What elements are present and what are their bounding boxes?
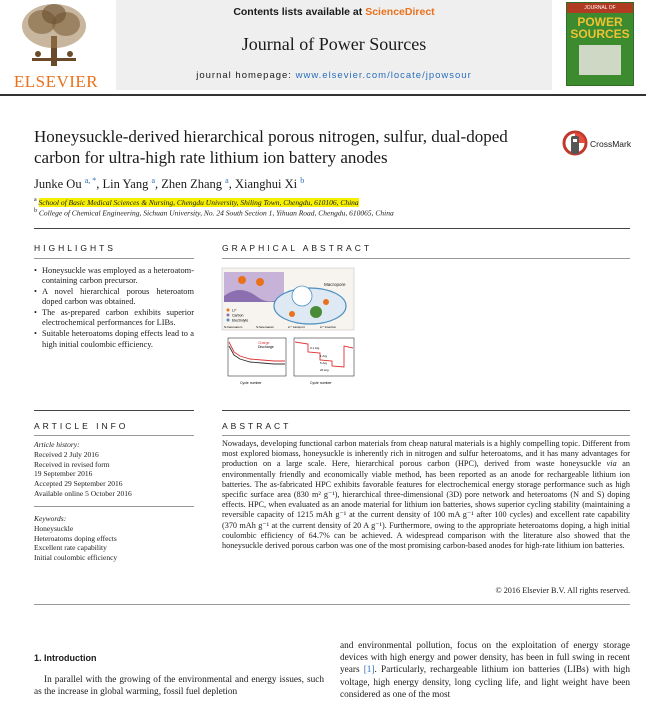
front-matter-bottom-rule bbox=[34, 604, 630, 605]
crossmark-icon bbox=[562, 130, 588, 160]
journal-homepage bbox=[116, 70, 552, 81]
publisher-name: ELSEVIER bbox=[13, 72, 99, 91]
graphical-abstract-figure[interactable] bbox=[220, 266, 358, 388]
article-info-top-rule bbox=[34, 410, 194, 411]
highlights-heading: HIGHLIGHTS bbox=[34, 243, 116, 253]
highlight-item: • The as-prepared carbon exhibits superior electrochemical performances for LIBs. bbox=[34, 308, 194, 329]
ga-doping-label: N-heteroatom bbox=[224, 325, 243, 329]
intro-text: and environmental pollution, focus on the exploitation of energy storage devices with high energy and power density, has been in full swing in recent years bbox=[340, 641, 630, 676]
cover-title-line2: SOURCES bbox=[570, 27, 630, 41]
crossmark-label: CrossMark bbox=[590, 139, 632, 149]
abstract-italic: via bbox=[606, 459, 617, 469]
highlights-rule bbox=[34, 258, 194, 259]
ga-x-axis-label: Cycle number bbox=[310, 381, 332, 385]
affiliation-text: College of Chemical Engineering, Sichuan University, No. 24 South Section 1, Yihuan Road, Chengdu, 610065, China bbox=[38, 208, 394, 218]
abstract-rule bbox=[222, 435, 630, 436]
author-name[interactable]: Zhen Zhang bbox=[161, 177, 223, 192]
copyright-notice: © 2016 Elsevier B.V. All rights reserved. bbox=[495, 586, 630, 595]
journal-cover[interactable] bbox=[566, 2, 634, 86]
highlights-list bbox=[34, 266, 194, 350]
highlight-item: • Honeysuckle was employed as a heteroatom-containing carbon precursor. bbox=[34, 266, 194, 287]
ga-doping-label: S-heteroatom bbox=[256, 325, 275, 329]
ga-legend-item: Electrolyte bbox=[232, 318, 249, 323]
ga-doping-label: Li⁺ insertion bbox=[320, 325, 337, 329]
affiliation-text: School of Basic Medical Sciences & Nursing, Chengdu University, Shiling Town, Chengdu, 610106, China bbox=[38, 197, 359, 207]
article-history-label: Article history: bbox=[34, 440, 80, 449]
cover-image bbox=[579, 45, 621, 75]
author-name[interactable]: Xianghui Xi bbox=[234, 177, 298, 192]
cover-banner: JOURNAL OF bbox=[567, 3, 633, 13]
highlight-item: • A novel hierarchical porous heteroatom doped carbon was obtained. bbox=[34, 287, 194, 308]
author-name[interactable]: Junke Ou bbox=[34, 177, 82, 192]
ga-rate-label: 5 A/g bbox=[320, 361, 327, 365]
keyword-item: Heteroatoms doping effects bbox=[34, 533, 117, 543]
affiliation-mark: b bbox=[34, 208, 37, 214]
intro-text: . Particularly, rechargeable lithium ion batteries (LIBs) with high voltage, high energy density, long cycling life, and light weight have been considered as one of the most bbox=[340, 665, 630, 700]
contents-prefix: Contents lists available at bbox=[233, 6, 363, 18]
article-title bbox=[34, 126, 554, 168]
ga-legend-item: Li⁺ bbox=[232, 308, 237, 313]
intro-column-left: In parallel with the growing of the environmental and energy issues, such as the increase in global warming, fossil fuel depletion bbox=[34, 675, 324, 698]
article-history bbox=[34, 440, 194, 499]
abstract-part: Nowadays, developing functional carbon materials from cheap natural materials is a highly compelling topic. Different from most explored biomass, honeysuckle is inherently rich in nitrogen and sulfur heteroatoms, and it has many advantages for production on a large scale. Here, hierarchical porous carbon (HPC), derived from waste honeysuckle bbox=[222, 439, 630, 469]
affiliation-mark: a bbox=[34, 197, 37, 203]
ga-x-axis-label: Cycle number bbox=[240, 381, 262, 385]
history-item: 19 September 2016 bbox=[34, 469, 93, 479]
introduction-heading: 1. Introduction bbox=[34, 653, 97, 663]
author-affil-mark[interactable]: a, * bbox=[84, 176, 97, 185]
history-item: Available online 5 October 2016 bbox=[34, 488, 132, 498]
ga-legend-item: Carbon bbox=[232, 313, 244, 318]
abstract-top-rule bbox=[222, 410, 630, 411]
homepage-prefix: journal homepage: bbox=[196, 70, 292, 81]
cover-title bbox=[567, 16, 633, 40]
journal-masthead bbox=[116, 0, 552, 90]
highlight-item: • Suitable heteroatoms doping effects lead to a high initial coulombic efficiency. bbox=[34, 329, 194, 350]
abstract-heading: ABSTRACT bbox=[222, 421, 292, 431]
author-affil-mark[interactable]: b bbox=[300, 176, 305, 185]
history-item: Received 2 July 2016 bbox=[34, 449, 99, 459]
ga-doping-label: Li⁺ transport bbox=[288, 325, 305, 329]
author-affil-mark[interactable]: a bbox=[225, 176, 229, 185]
author-affil-mark[interactable]: a bbox=[151, 176, 156, 185]
article-info-rule bbox=[34, 435, 194, 436]
ga-rate-label: 20 A/g bbox=[320, 368, 329, 372]
title-line-2: carbon for ultra-high rate lithium ion battery anodes bbox=[34, 148, 388, 167]
crossmark-button[interactable] bbox=[562, 130, 642, 160]
graphical-abstract-heading: GRAPHICAL ABSTRACT bbox=[222, 243, 373, 253]
keyword-item: Honeysuckle bbox=[34, 523, 74, 533]
history-item: Received in revised form bbox=[34, 459, 110, 469]
homepage-link[interactable]: www.elsevier.com/locate/jpowsour bbox=[295, 70, 472, 81]
keyword-item: Excellent rate capability bbox=[34, 543, 107, 553]
journal-title: Journal of Power Sources bbox=[241, 34, 427, 54]
article-info-heading: ARTICLE INFO bbox=[34, 421, 129, 431]
header-divider bbox=[0, 94, 646, 96]
title-divider bbox=[34, 228, 630, 229]
sciencedirect-link[interactable]: ScienceDirect bbox=[365, 6, 435, 18]
ga-series-label: Charge bbox=[258, 341, 270, 345]
intro-column-right bbox=[340, 640, 630, 701]
ga-rate-label: 0.1 A/g bbox=[310, 346, 320, 350]
keywords bbox=[34, 514, 194, 563]
elsevier-logo[interactable] bbox=[4, 2, 104, 90]
affiliation-a bbox=[34, 197, 359, 207]
graphical-abstract-rule bbox=[222, 258, 630, 259]
keywords-label: Keywords: bbox=[34, 514, 67, 523]
title-line-1: Honeysuckle-derived hierarchical porous nitrogen, sulfur, dual-doped bbox=[34, 127, 508, 146]
ga-macropore-label: Macropore bbox=[324, 282, 346, 287]
ga-series-label: Discharge bbox=[258, 345, 274, 349]
affiliation-b bbox=[34, 208, 394, 218]
contents-line bbox=[116, 6, 552, 18]
abstract-part: an environmentally friendly and economically viable method, has been reported as an anode for rechargeable lithium ion batteries. The as-fabricated HPC exhibits favorable features for electrochemical energy storage performance such as high specific surface area (830 m² g⁻¹), hierarchical three-dimensional (3D) pore network and heteroatoms (N and S) doping effects. HPC, when evaluated as an anode material for lithium ion batteries, shows superior cycling stability (maintaining a reversible capacity of 1215 mAh g⁻¹ at the current density of 100 mA g⁻¹ after 100 cycles) and excellent rate capability (370 mAh g⁻¹ at the current density of 20 A g⁻¹). Furthermore, owing to the appropriate heteroatoms doping, a high initial coulombic efficiency of 64.7% can be achieved. A widespread comparison with the literature also showed that the honeysuckle derived porous carbon was one of the most promising carbon-based anodes for high-rate lithium ion batteries. bbox=[222, 459, 630, 551]
graphical-abstract-image bbox=[220, 266, 358, 388]
ga-rate-label: 1 A/g bbox=[320, 354, 327, 358]
author-name[interactable]: Lin Yang bbox=[102, 177, 149, 192]
author-list: Junke Ou $^{a, *}$, Lin Yang $^a$, Zhen Zhang $^a$, Xianghui Xi $^b$ bbox=[34, 176, 305, 192]
keyword-item: Initial coulombic efficiency bbox=[34, 553, 118, 563]
journal-header bbox=[0, 0, 646, 96]
article-info-divider bbox=[34, 506, 194, 507]
reference-link[interactable]: [1] bbox=[363, 665, 375, 676]
history-item: Accepted 29 September 2016 bbox=[34, 479, 123, 489]
cover-title-line1: POWER bbox=[577, 15, 623, 29]
elsevier-tree-icon bbox=[18, 2, 90, 70]
abstract-text bbox=[222, 439, 630, 551]
